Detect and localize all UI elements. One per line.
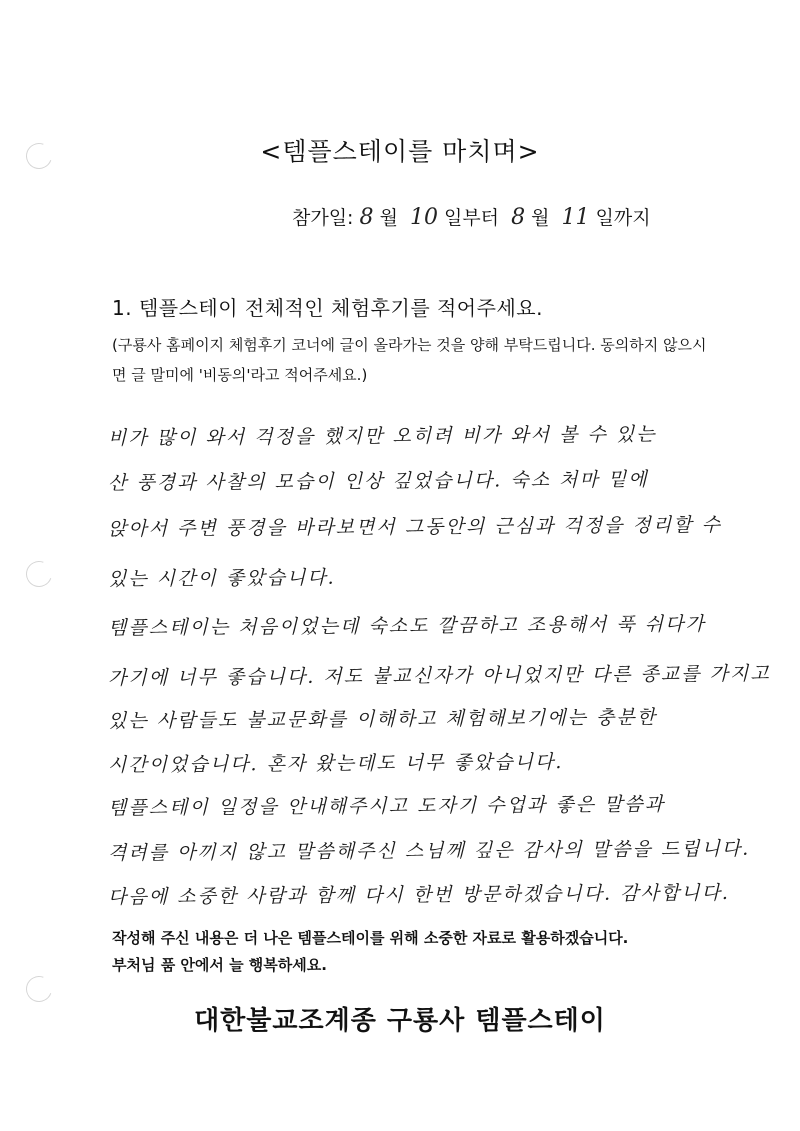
start-month-value: 8 xyxy=(359,205,374,230)
response-line: 격려를 아끼지 않고 말씀해주신 스님께 깊은 감사의 말씀을 드립니다. xyxy=(107,837,751,865)
response-line: 있는 사람들도 불교문화를 이해하고 체험해보기에는 충분한 xyxy=(107,706,658,733)
response-line: 산 풍경과 사찰의 모습이 인상 깊었습니다. 숙소 처마 밑에 xyxy=(107,468,649,495)
month-unit: 월 xyxy=(531,207,550,229)
response-line: 비가 많이 와서 걱정을 했지만 오히려 비가 와서 볼 수 있는 xyxy=(107,423,657,450)
question-title: 1. 템플스테이 전체적인 체험후기를 적어주세요. xyxy=(112,296,543,320)
response-line: 템플스테이는 처음이었는데 숙소도 깔끔하고 조용해서 푹 쉬다가 xyxy=(107,613,706,640)
response-line: 가기에 너무 좋습니다. 저도 불교신자가 아니었지만 다른 종교를 가지고 xyxy=(107,662,771,690)
response-line: 있는 시간이 좋았습니다. xyxy=(107,566,336,591)
end-suffix: 일까지 xyxy=(595,207,651,229)
form-title: <템플스테이를 마치며> xyxy=(260,137,540,166)
response-line: 시간이었습니다. 혼자 왔는데도 너무 좋았습니다. xyxy=(107,751,564,777)
organization-name: 대한불교조계종 구룡사 템플스테이 xyxy=(194,1006,606,1036)
punch-hole-middle xyxy=(22,557,57,592)
footer-notice xyxy=(112,925,628,979)
end-day-value: 11 xyxy=(561,205,590,230)
start-suffix: 일부터 xyxy=(443,207,500,229)
period-label: 참가일: xyxy=(292,207,354,229)
response-line: 다음에 소중한 사람과 함께 다시 한번 방문하겠습니다. 감사합니다. xyxy=(107,881,731,909)
response-line: 앉아서 주변 풍경을 바라보면서 그동안의 근심과 걱정을 정리할 수 xyxy=(107,513,722,541)
month-unit: 월 xyxy=(379,207,398,229)
footer-line: 작성해 주신 내용은 더 나은 템플스테이를 위해 소중한 자료로 활용하겠습니다. xyxy=(112,929,629,947)
question-note: (구룡사 홈페이지 체험후기 코너에 글이 올라가는 것을 양해 부탁드립니다. 동의하지 않으시면 글 말미에 '비동의'라고 적어주세요.) xyxy=(112,336,707,384)
response-line: 템플스테이 일정을 안내해주시고 도자기 수업과 좋은 말씀과 xyxy=(107,793,666,820)
participation-period xyxy=(292,203,651,230)
end-month-value: 8 xyxy=(511,205,526,230)
start-day-value: 10 xyxy=(409,205,438,230)
footer-line: 부처님 품 안에서 늘 행복하세요. xyxy=(112,956,327,974)
